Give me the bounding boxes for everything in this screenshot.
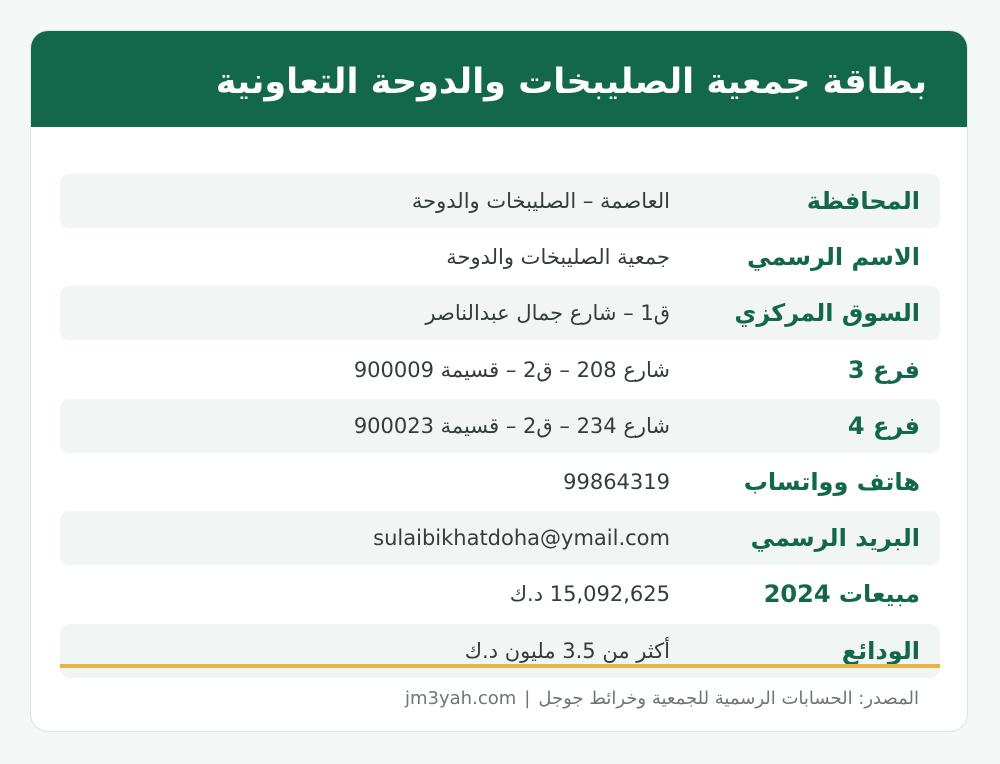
source-text: المصدر: الحسابات الرسمية للجمعية وخرائط جوجل [538,688,919,709]
row-governorate [60,174,940,228]
card-header [31,31,967,127]
source-separator: | [524,688,531,709]
source-site-link[interactable]: jm3yah.com [405,688,517,709]
row-label: الودائع [841,636,920,665]
row-label: المحافظة [806,187,920,215]
row-label: السوق المركزي [734,299,920,328]
row-label: البريد الرسمي [750,524,920,553]
row-official-name [60,230,940,284]
info-rows [60,174,940,680]
info-card [30,30,968,732]
accent-divider [60,664,940,668]
row-branch-3 [60,343,940,397]
source-note [405,688,919,709]
row-email [60,511,940,565]
card-title: بطاقة جمعية الصليبخات والدوحة التعاونية [215,62,927,102]
row-label: مبيعات 2024 [763,580,920,609]
row-branch-4 [60,399,940,453]
row-central-market [60,286,940,340]
row-label: فرع 3 [847,355,920,384]
row-value: جمعية الصليبخات والدوحة [446,245,670,270]
row-value: شارع 208 – ق2 – قسيمة 900009 [353,357,670,382]
row-label: فرع 4 [847,411,920,440]
row-value: العاصمة – الصليبخات والدوحة [411,189,670,213]
row-value: شارع 234 – ق2 – قسيمة 900023 [353,413,670,438]
row-sales-2024 [60,567,940,621]
phone-number[interactable]: 99864319 [563,469,670,494]
row-label: هاتف وواتساب [743,467,920,496]
row-phone [60,455,940,509]
row-deposits [60,624,940,678]
row-value: 15,092,625 د.ك [509,582,670,607]
email-link[interactable]: sulaibikhatdoha@ymail.com [373,526,670,551]
row-label: الاسم الرسمي [746,243,920,272]
row-value: أكثر من 3.5 مليون د.ك [464,638,670,663]
row-value: ق1 – شارع جمال عبدالناصر [425,301,670,326]
